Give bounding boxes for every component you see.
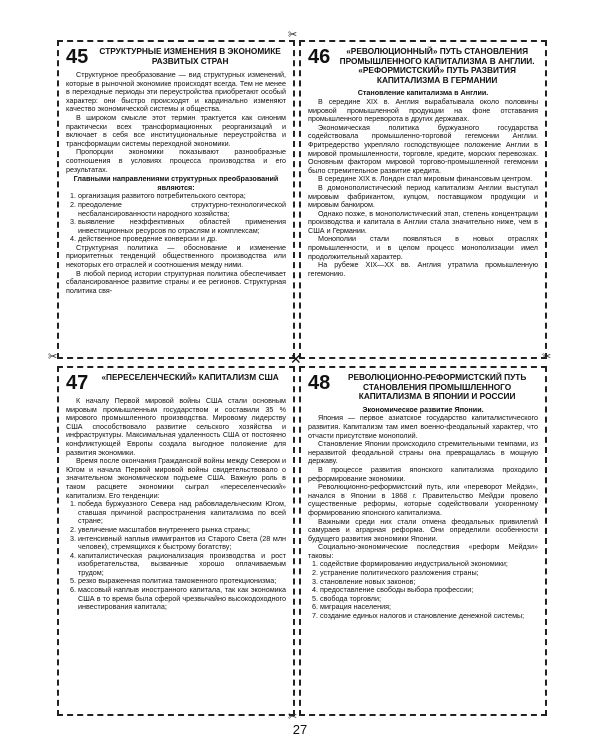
paragraph: В середине XIX в. Лондон стал мировым финансовым центром. — [318, 174, 533, 184]
list-item: 7. создание единых налогов и становление денежной системы; — [320, 612, 538, 621]
card-number: 47 — [66, 372, 89, 394]
paragraph: В процессе развития японского капитализма проходило реформирование экономики. — [308, 464, 538, 483]
card-47 — [57, 366, 295, 716]
card-number: 48 — [308, 372, 331, 394]
card-header — [66, 47, 286, 67]
list-item: 2. увеличение масштабов внутреннего рынка страны; — [78, 526, 286, 535]
paragraph: В широком смысле этот термин трактуется как синоним практически всех трансформационных реорганизаций и включает в себя все институциональные переустройства и трансформации системы переходной экономики. — [66, 112, 286, 148]
paragraph: Япония — первое азиатское государство капиталистического развития. Капитализм там имел военно-феодальный характер, что отчасти присутствие монополий. — [308, 413, 538, 440]
list-item: 4. капиталистическая рационализация производства и рост изобретательства, вызванные хорошо оплачиваемым трудом; — [78, 552, 286, 578]
card-number: 46 — [308, 46, 331, 68]
scissors-icon: ✂ — [288, 29, 298, 41]
paragraph: Революционно-реформистский путь, или «переворот Мейдзи», начался в Японии в 1868 г. Правительство Мейдзи провело существенные реформы, которые содействовали ускоренному формированию японского капитализма. — [308, 482, 538, 517]
list-item: 2. преодоление структурно-технологической несбалансированности народного хозяйства; — [78, 201, 286, 218]
paragraph: В середине XIX в. Англия вырабатывала около половины мировой промышленной продукции на фоне отставания промышленного переворота в других державах. — [308, 96, 538, 124]
list-item: 3. интенсивный наплыв иммигрантов из Старого Света (28 млн человек), стремящихся к быстрому богатству; — [78, 535, 286, 552]
scissors-icon: ✂ — [542, 351, 552, 363]
cut-cross-icon: ✕ — [290, 351, 302, 367]
list-item: 1. содействие формированию индустриальной экономики; — [320, 560, 538, 569]
paragraph: На рубеже XIX—XX вв. Англия утратила промышленную гегемонию. — [308, 260, 538, 278]
subheading: Главными направлениями структурных преобразований являются: — [73, 174, 279, 192]
scissors-icon: ✂ — [288, 711, 298, 723]
subheading: Экономическое развитие Японии. — [362, 404, 484, 414]
list-item: 4. действенное проведение конверсии и др. — [78, 235, 286, 244]
paragraph: Однако позже, в монополистический этап, степень концентрации производства и капитала в Англии стала значительно ниже, чем в США и Германии. — [308, 208, 538, 235]
card-title: «РЕВОЛЮЦИОННЫЙ» ПУТЬ СТАНОВЛЕНИЯ ПРОМЫШЛЕННОГО КАПИТАЛИЗМА В АНГЛИИ. «РЕФОРМИСТСКИЙ» ПУТЬ РАЗВИТИЯ КАПИТАЛИЗМА В ГЕРМАНИИ — [339, 46, 535, 85]
card-45 — [57, 40, 295, 359]
paragraph: Важными среди них стали отмена феодальных привилегий самураев и аграрная реформа. Они определили особенности будущего развития экономики Японии. — [308, 516, 538, 543]
scissors-icon: ✂ — [48, 351, 58, 363]
list-item: 5. свобода торговли; — [320, 595, 538, 604]
card-46 — [299, 40, 547, 359]
card-title: «ПЕРЕСЕЛЕНЧЕСКИЙ» КАПИТАЛИЗМ США — [101, 372, 279, 382]
list-item: 1. победа буржуазного Севера над рабовладельческим Югом, ставшая причиной распространения капитализма по всей стране; — [78, 500, 286, 526]
paragraph: В любой период истории структурная политика обеспечивает сбалансированное развитие страны и ее регионов. Структурная политика свя- — [66, 268, 286, 295]
list-item: 6. массовый наплыв иностранного капитала, так как экономика США в то время была сферой чрезвычайно высокодоходного инвестирования капитала; — [78, 586, 286, 612]
paragraph: Монополии стали появляться в новых отраслях промышленности, и в целом процесс монополизации имел продолжительный характер. — [308, 234, 538, 261]
paragraph: Становление Японии происходило стремительными темпами, из неразвитой феодальной страны она превращалась в мощную державу. — [308, 439, 538, 466]
list-item: 2. устранение политического разложения страны; — [320, 569, 538, 578]
list-item: 4. предоставление свободы выбора профессии; — [320, 586, 538, 595]
list — [308, 560, 538, 620]
paragraph: В домонополистический период капитализм Англии выступал мировым фабрикантом, купцом, поставщиком продукции и мировым банкиром. — [308, 182, 538, 210]
card-title: СТРУКТУРНЫЕ ИЗМЕНЕНИЯ В ЭКОНОМИКЕ РАЗВИТЫХ СТРАН — [99, 46, 281, 66]
card-title: РЕВОЛЮЦИОННО-РЕФОРМИСТСКИЙ ПУТЬ СТАНОВЛЕНИЯ ПРОМЫШЛЕННОГО КАПИТАЛИЗМА В ЯПОНИИ И РОССИИ — [347, 372, 527, 402]
subheading: Становление капитализма в Англии. — [357, 88, 489, 98]
paragraph: Время после окончания Гражданской войны между Севером и Югом и начала Первой мировой войны свидетельствовало о значительном экономическом подъеме США. Важную роль в таком расцвете экономики сыграл «переселенческий» капитализм. Его тенденции: — [66, 456, 286, 500]
card-header — [308, 47, 538, 85]
paragraph: Структурная политика — обоснование и изменение приоритетных тенденций общественного производства или некоторых его отраслей и соотношения между ними. — [66, 242, 286, 270]
card-header — [66, 373, 286, 393]
list — [66, 500, 286, 612]
paragraph: Пропорции экономики показывают разнообразные соотношения в условиях процесса производства и его результатах. — [66, 147, 286, 174]
paragraph: К началу Первой мировой войны США стали основным мировым промышленным государством и составили 35 % мирового промышленного производства. Мировому лидерству США способствовало развитие сельского хозяйства и инфраструктуры. Максимальная удаленность США от постоянно конфликтующей Европы создала выгодное положение для развития экономики. — [66, 396, 286, 457]
list — [66, 192, 286, 244]
paragraph: Структурное преобразование — вид структурных изменений, которые в рыночной экономике происходят всегда. Тем не менее в переходные периоды эти переустройства приобретают особый характер: они быстро происходят и кардинально изменяют качество экономической системы и общества. — [66, 70, 286, 114]
list-item: 6. миграция населения; — [320, 603, 538, 612]
card-header — [308, 373, 538, 402]
paragraph: Экономическая политика буржуазного государства содействовала промышленно-торговой гегемонии Англии. Фритредерство укрепляло господствующее положение Англии в мировой промышленности, торговле, кредите, морских перевозках. Основным фактором мировой торгово-промышленной гегемонии было стремительное развитие кредита. — [308, 122, 538, 175]
card-body — [308, 89, 538, 278]
card-body — [308, 406, 538, 621]
list-item: 1. организация развитого потребительского сектора; — [78, 192, 286, 201]
paragraph: Социально-экономические последствия «реформ Мейдзи» таковы: — [308, 542, 538, 560]
list-item: 3. становление новых законов; — [320, 578, 538, 587]
page-number: 27 — [292, 722, 308, 737]
list-item: 3. выявление неэффективных областей применения инвестиционных ресурсов по отраслям и комплексам; — [78, 218, 286, 235]
list-item: 5. резко выраженная политика таможенного протекционизма; — [78, 577, 286, 586]
card-body — [66, 71, 286, 295]
card-body — [66, 397, 286, 612]
card-number: 45 — [66, 46, 89, 68]
card-48 — [299, 366, 547, 716]
